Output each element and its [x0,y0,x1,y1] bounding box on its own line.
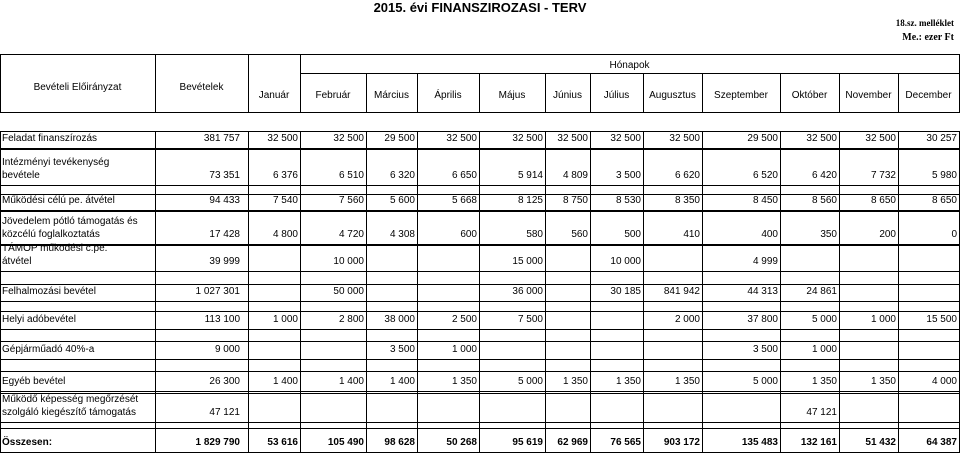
row-month-value: 132 161 [800,437,837,448]
row-month-value: 350 [820,229,837,240]
row-month-value: 200 [879,229,896,240]
header-month-8: Augusztus [649,90,696,101]
row-month-value: 15 500 [926,314,957,325]
row-month-value: 50 000 [333,286,364,297]
row-month-value: 44 313 [747,286,778,297]
row-label: TÁMOP működési c.pe. [2,243,108,254]
row-month-value: 50 268 [446,437,477,448]
row-month-value: 7 560 [338,195,364,206]
row-total: 113 100 [204,314,240,325]
row-month-value: 1 400 [338,376,364,387]
row-month-value: 32 500 [865,133,896,144]
row-month-value: 105 490 [327,437,364,448]
unit-note: Me.: ezer Ft [902,32,954,43]
row-month-value: 4 720 [338,229,364,240]
row-month-value: 1 000 [870,314,896,325]
row-month-value: 32 500 [557,133,588,144]
row-label: Intézményi tevékenység [2,157,110,168]
row-month-value: 3 500 [752,344,778,355]
annex-number: 18.sz. melléklet [895,18,954,28]
row-month-value: 38 000 [384,314,415,325]
header-month-3: Március [373,90,409,101]
row-month-value: 32 500 [610,133,641,144]
row-month-value: 8 650 [931,195,957,206]
row-month-value: 98 628 [384,437,415,448]
row-month-value: 6 320 [389,170,415,181]
row-month-value: 1 350 [870,376,896,387]
row-label: Összesen: [2,437,53,448]
row-month-value: 6 520 [752,170,778,181]
row-month-value: 95 619 [512,437,543,448]
row-month-value: 1 400 [389,376,415,387]
row-month-value: 32 500 [669,133,700,144]
row-total: 1 027 301 [195,286,240,297]
header-month-4: Április [434,90,462,101]
row-month-value: 5 980 [931,170,957,181]
row-month-value: 32 500 [806,133,837,144]
row-month-value: 135 483 [741,437,778,448]
row-month-value: 0 [951,229,957,240]
header-revenue-appropriation: Bevételi Előirányzat [33,82,122,93]
row-total: 94 433 [209,195,240,206]
row-month-value: 7 732 [870,170,896,181]
row-month-value: 3 500 [615,170,641,181]
row-label: Felhalmozási bevétel [2,286,96,297]
row-month-value: 29 500 [747,133,778,144]
row-total: 39 999 [209,256,240,267]
header-month-2: Február [315,90,351,101]
row-month-value: 5 000 [752,376,778,387]
row-month-value: 8 450 [752,195,778,206]
row-month-value: 8 530 [615,195,641,206]
row-month-value: 8 560 [811,195,837,206]
row-month-value: 8 350 [674,195,700,206]
row-month-value: 1 400 [272,376,298,387]
row-month-value: 400 [761,229,778,240]
row-total: 17 428 [209,229,240,240]
row-month-value: 29 500 [384,133,415,144]
row-month-value: 1 000 [272,314,298,325]
row-month-value: 15 000 [512,256,543,267]
row-month-value: 4 308 [389,229,415,240]
row-label: átvétel [2,256,32,267]
row-month-value: 30 257 [926,133,957,144]
row-month-value: 2 800 [338,314,364,325]
row-month-value: 5 000 [517,376,543,387]
row-total: 1 829 790 [195,437,240,448]
row-month-value: 903 172 [663,437,700,448]
row-month-value: 5 914 [517,170,543,181]
row-month-value: 1 000 [811,344,837,355]
row-month-value: 6 510 [338,170,364,181]
row-total: 47 121 [209,407,240,418]
row-label: Gépjárműadó 40%-a [2,344,95,355]
row-month-value: 6 376 [272,170,298,181]
row-month-value: 47 121 [806,407,837,418]
row-month-value: 500 [624,229,641,240]
row-month-value: 7 540 [272,195,298,206]
row-month-value: 8 125 [517,195,543,206]
row-month-value: 4 999 [752,256,778,267]
row-month-value: 8 750 [562,195,588,206]
header-month-6: Június [553,90,582,101]
header-months-group: Hónapok [609,60,650,71]
row-month-value: 64 387 [926,437,957,448]
page-title: 2015. évi FINANSZIROZASI - TERV [373,0,587,15]
row-month-value: 30 185 [610,286,641,297]
row-month-value: 4 800 [272,229,298,240]
header-month-7: Július [603,90,630,101]
row-month-value: 7 500 [517,314,543,325]
row-label: Jövedelem pótló támogatás és [2,216,138,227]
row-label: Működési célú pe. átvétel [2,195,115,206]
row-month-value: 53 616 [267,437,298,448]
row-month-value: 36 000 [512,286,543,297]
row-month-value: 10 000 [333,256,364,267]
row-month-value: 62 969 [557,437,588,448]
row-label: Helyi adóbevétel [2,314,76,325]
row-month-value: 8 650 [870,195,896,206]
row-month-value: 841 942 [663,286,700,297]
row-month-value: 1 350 [562,376,588,387]
header-month-10: Október [791,90,828,101]
row-month-value: 32 500 [333,133,364,144]
row-month-value: 76 565 [610,437,641,448]
row-month-value: 1 350 [674,376,700,387]
row-month-value: 1 350 [811,376,837,387]
row-month-value: 4 809 [562,170,588,181]
row-total: 73 351 [209,170,240,181]
row-month-value: 32 500 [446,133,477,144]
header-month-1: Január [258,90,290,101]
header-month-11: November [845,90,892,101]
row-label: szolgáló kiegészítő támogatás [2,407,136,418]
row-month-value: 2 500 [451,314,477,325]
row-month-value: 1 000 [451,344,477,355]
row-month-value: 600 [460,229,477,240]
header-month-9: Szeptember [714,90,768,101]
row-label: közcélú foglalkoztatás [2,229,100,240]
row-label: Feladat finanszírozás [2,133,98,144]
row-month-value: 580 [526,229,543,240]
row-month-value: 5 668 [451,195,477,206]
row-month-value: 6 620 [674,170,700,181]
row-total: 26 300 [209,376,240,387]
row-month-value: 32 500 [512,133,543,144]
row-month-value: 24 861 [806,286,837,297]
row-label: Egyéb bevétel [2,376,66,387]
row-month-value: 4 000 [931,376,957,387]
row-month-value: 6 650 [451,170,477,181]
row-month-value: 2 000 [674,314,700,325]
row-total: 9 000 [214,344,240,355]
row-month-value: 1 350 [451,376,477,387]
row-month-value: 10 000 [610,256,641,267]
row-month-value: 3 500 [389,344,415,355]
header-month-5: Május [498,90,526,101]
row-month-value: 32 500 [267,133,298,144]
row-month-value: 51 432 [865,437,896,448]
row-label: bevétele [2,170,40,181]
row-month-value: 5 600 [389,195,415,206]
header-month-12: December [905,90,952,101]
header-revenues: Bevételek [179,82,224,93]
row-total: 381 757 [203,133,240,144]
row-month-value: 560 [571,229,588,240]
row-month-value: 6 420 [811,170,837,181]
row-label: Működő képesség megőrzését [2,394,139,405]
row-month-value: 37 800 [747,314,778,325]
row-month-value: 410 [683,229,700,240]
row-month-value: 1 350 [615,376,641,387]
row-month-value: 5 000 [811,314,837,325]
